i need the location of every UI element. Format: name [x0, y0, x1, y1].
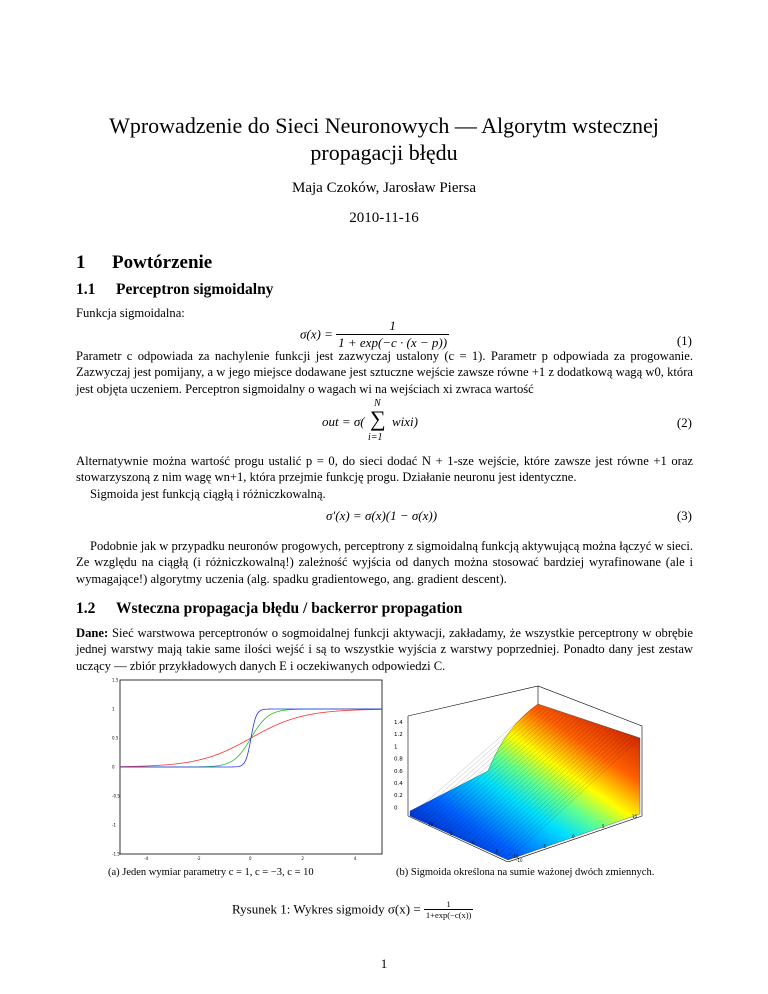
caption-a: (a) Jeden wymiar parametry c = 1, c = −3, c = 10	[108, 867, 314, 878]
fig-frac-den: 1+exp(−c(x))	[425, 910, 472, 920]
z-tick-label: 0.8	[394, 756, 403, 763]
x-tick-label: 0	[472, 840, 475, 845]
eq2-sum-top: N	[374, 398, 381, 409]
x-tick-label: -2	[196, 856, 201, 861]
y-tick-label: 10	[632, 814, 638, 819]
subsection-number: 1.1	[76, 281, 96, 298]
date: 2010-11-16	[349, 210, 419, 226]
section-number: 1	[76, 252, 86, 273]
y-tick-label: 5	[602, 824, 605, 829]
caption-b: (b) Sigmoida określona na sumie ważonej dwóch zmiennych.	[396, 867, 655, 878]
eq2-body: wixi)	[392, 414, 418, 429]
eq1-fraction	[336, 318, 449, 351]
eq1-denominator: 1 + exp(−c · (x − p))	[338, 335, 448, 350]
plot-a-1d-sigmoid	[106, 676, 384, 862]
z-tick-label: 1.4	[394, 720, 403, 726]
z-tick-label: 1	[394, 744, 398, 751]
z-tick-label: 0.2	[394, 793, 403, 800]
y-tick-label: -0.5	[112, 793, 120, 799]
z-tick-label: 1.2	[394, 732, 403, 739]
eq3-tag: (3)	[676, 508, 692, 523]
paragraph-4	[76, 625, 693, 674]
subsection-number-2: 1.2	[76, 600, 96, 617]
eq2-tag: (2)	[676, 415, 692, 430]
x-tick-label: 2	[301, 856, 304, 861]
eq2-lhs: out = σ(	[322, 414, 365, 429]
paragraph-2b: Sigmoida jest funkcją ciągłą i różniczkowalną.	[90, 487, 326, 501]
title-line-2: propagacji błędu	[310, 140, 458, 165]
z-tick-label: 0.6	[394, 768, 403, 775]
x-tick-label: -4	[144, 856, 149, 861]
lead-text: Funkcja sigmoidalna:	[76, 306, 185, 320]
plot-b-2d-sigmoid-surface	[388, 676, 670, 862]
sigmoid-curve	[120, 709, 382, 767]
y-tick-label: -5	[542, 844, 546, 849]
subsection-title: Perceptron sigmoidalny	[116, 281, 274, 298]
figure-caption	[232, 899, 473, 920]
y-tick-label: 0	[112, 764, 115, 770]
equation-2	[322, 398, 472, 444]
paragraph-4-text: Sieć warstwowa perceptronów o sogmoidalnej funkcji aktywacji, zakładamy, że wszystkie perceptrony w obrębie jednej warstwy mają takie same ilości wejść i są to wszystkie wyjścia z warstwy poprzedniej. Ponadto dany jest zestaw uczący — zbiór przykładowych danych E i oczekiwanych odpowiedzi C.	[76, 626, 693, 673]
figure-caption-fraction	[424, 899, 473, 920]
eq1-lhs: σ(x) =	[300, 326, 333, 342]
page-number: 1	[380, 956, 388, 971]
y-tick-label: -1	[112, 822, 116, 828]
figure-caption-text: Rysunek 1: Wykres sigmoidy σ(x) =	[232, 901, 421, 917]
z-tick-label: 0.4	[394, 781, 403, 787]
x-tick-label: -10	[516, 858, 523, 862]
x-tick-label: 4	[353, 856, 357, 861]
fig-frac-num: 1	[424, 899, 473, 910]
section-title: Powtórzenie	[112, 252, 213, 273]
eq2-sum: ∑	[370, 406, 386, 431]
y-tick-label: 0.5	[112, 735, 119, 741]
title-line-1: Wprowadzenie do Sieci Neuronowych — Algorytm wstecznej	[109, 113, 659, 138]
x-tick-label: 5	[450, 831, 453, 836]
authors: Maja Czoków, Jarosław Piersa	[292, 180, 476, 196]
x-tick-label: 10	[428, 822, 434, 827]
equation-1	[300, 318, 449, 351]
y-tick-label: -1.5	[112, 851, 120, 857]
eq2-sum-bottom: i=1	[368, 432, 383, 443]
eq1-tag: (1)	[676, 333, 692, 348]
surface-patch	[410, 704, 640, 860]
paragraph-3: Podobnie jak w przypadku neuronów progowych, perceptrony z sigmoidalną funkcją aktywującą można łączyć w sieci. Ze względu na ciągłą (i różniczkowalną!) zależność wyjścia od danych można stosować bardziej wyrafinowane (ale i wymagające!) algorytmy uczenia (alg. spadku gradientowego, ang. gradient descent).	[76, 539, 693, 586]
paragraph-1: Parametr c odpowiada za nachylenie funkcji jest zazwyczaj ustalony (c = 1). Parametr p odpowiada za progowanie. Zazwyczaj jest pomijany, a w jego miejsce dodawane jest sztuczne wejście zawsze równe +1 z dodatkową wagą w0, która jest objęta uczeniem. Perceptron sigmoidalny o wagach wi na wejściach xi zwraca wartość	[76, 349, 693, 396]
y-tick-label: 0	[572, 834, 575, 839]
x-tick-label: -5	[494, 849, 498, 854]
paragraph-2: Alternatywnie można wartość progu ustalić p = 0, do sieci dodać N + 1-sze wejście, które zawsze jest równe +1 oraz stowarzyszoną z nim wagę wn+1, która przejmie funkcję progu. Działanie neuronu jest identyczne.	[76, 454, 693, 485]
eq1-numerator: 1	[336, 318, 449, 335]
x-tick-label: 0	[249, 856, 252, 861]
equation-3: σ′(x) = σ(x)(1 − σ(x))	[326, 508, 438, 523]
subsection-title-2: Wsteczna propagacja błędu / backerror propagation	[116, 600, 463, 617]
y-tick-label: 1.5	[112, 677, 119, 683]
y-tick-label: 1	[112, 706, 115, 712]
y-tick-label: -10	[512, 854, 519, 859]
dane-label: Dane:	[76, 626, 109, 640]
z-tick-label: 0	[394, 805, 398, 812]
